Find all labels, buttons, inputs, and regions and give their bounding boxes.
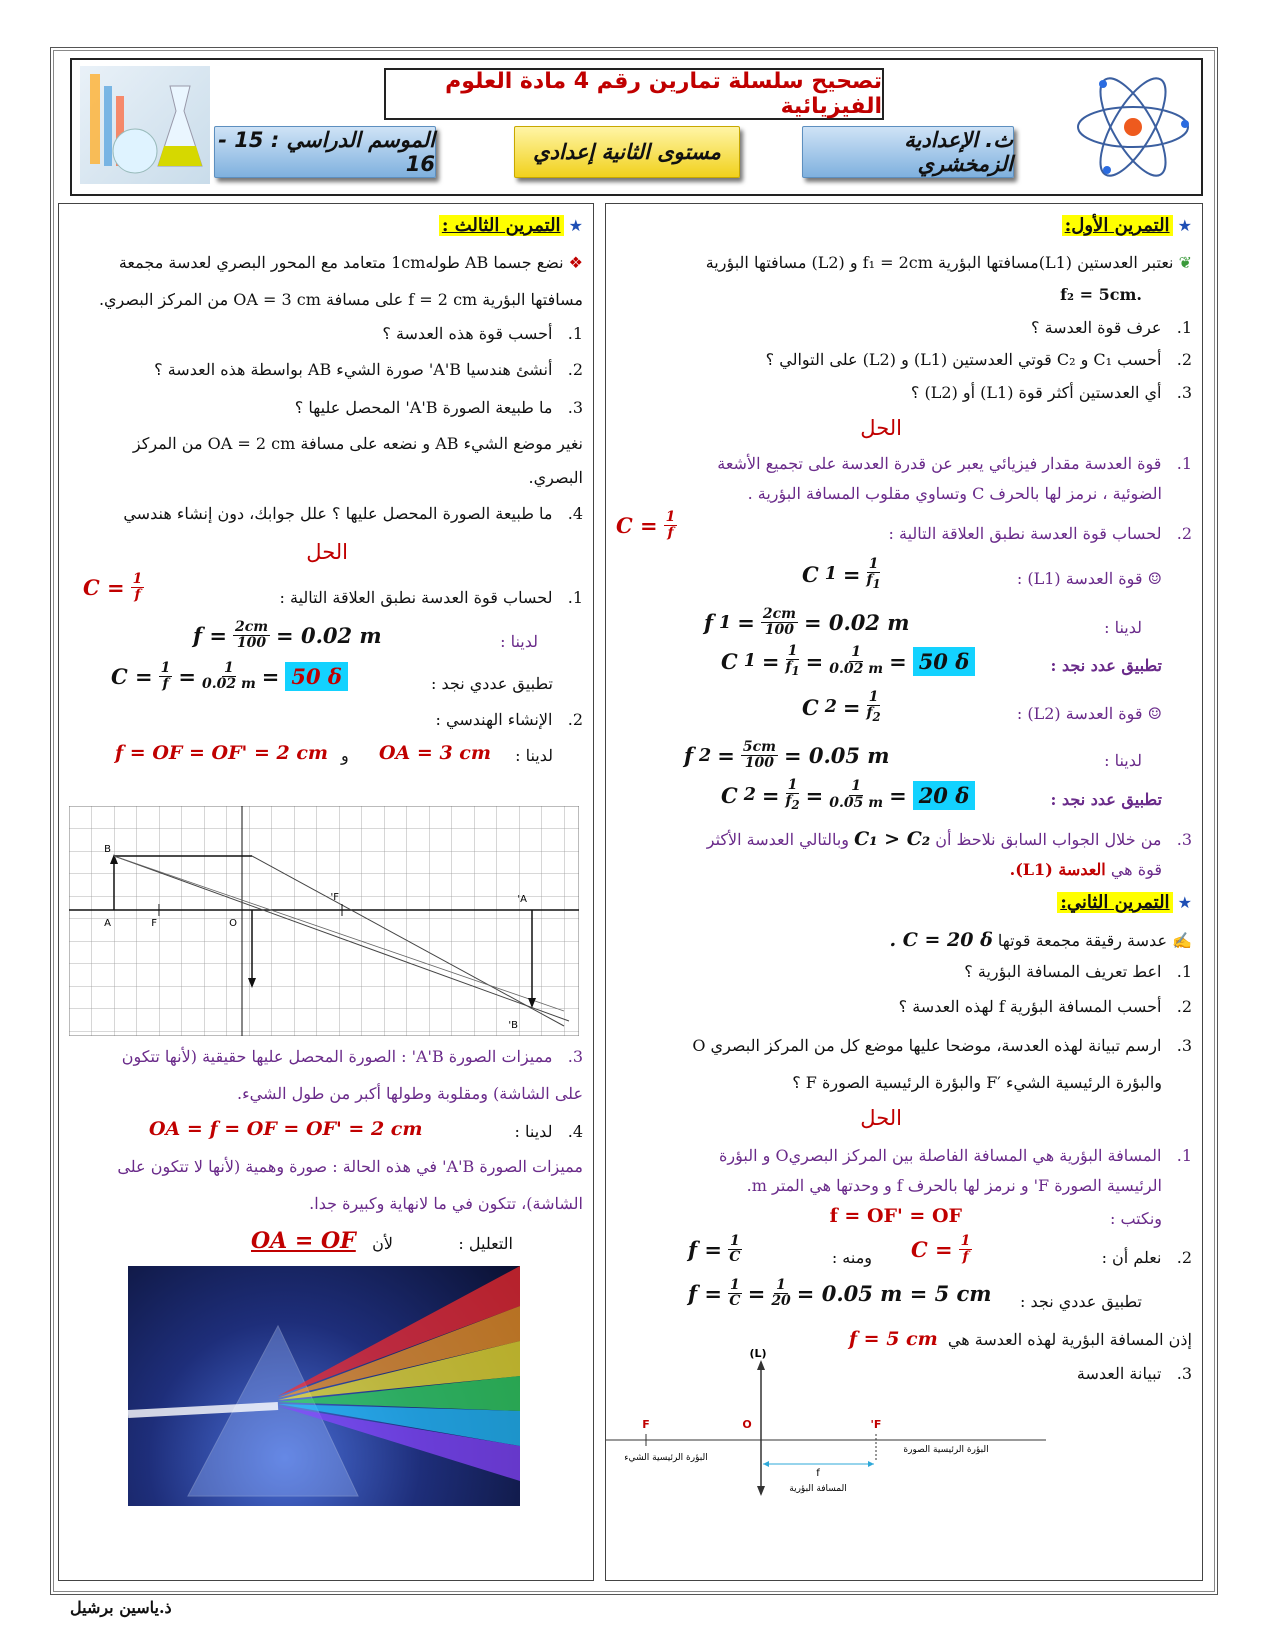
frac-den: $f_2$ bbox=[866, 705, 881, 725]
ex1-intro-a-text: نعتبر العدستين (L1)مسافتها البؤرية f₁ = 2cm و (L2) مسافتها البؤرية bbox=[705, 253, 1174, 272]
graph-label-Fp: F' bbox=[330, 892, 339, 903]
ex1-c2-calc: C 2 = $\frac{1}{f_2}$ = $\frac{1}{0.05 m}$ = 20 δ bbox=[721, 778, 975, 812]
ex2-f-result: = 0.05 m = 5 cm bbox=[796, 1281, 992, 1307]
ex3-a2-given bbox=[515, 746, 553, 765]
num: 3. bbox=[1176, 383, 1192, 402]
diag-label-Fp: F' bbox=[870, 1418, 882, 1431]
ex3-c-calc: C = $\frac{1}{f}$ = $\frac{1}{0.02 m}$ = 50 δ bbox=[111, 661, 348, 693]
frac bbox=[786, 644, 800, 678]
formula-lhs: C = bbox=[616, 513, 658, 539]
num: 2. bbox=[1176, 997, 1192, 1016]
num: 2. bbox=[1176, 524, 1192, 543]
frac-den: C bbox=[729, 1249, 741, 1266]
ex2-a1-b: الرئيسية الصورة F' و نرمز لها بالحرف f و وحدتها هي المتر m. bbox=[746, 1176, 1162, 1195]
ex3-a2-and: و bbox=[341, 746, 349, 765]
ex2-q2-text: أحسب المسافة البؤرية f لهذه العدسة ؟ bbox=[898, 997, 1162, 1016]
ex2-apply: تطبيق عددي نجد : bbox=[1020, 1292, 1142, 1311]
ex3-a2-eq1: OA = 3 cm bbox=[379, 742, 491, 764]
ex3-a4-b: الشاشة)، تتكون في ما لانهاية وكبيرة جدا. bbox=[309, 1194, 583, 1213]
atom-icon bbox=[1073, 66, 1193, 188]
frac bbox=[728, 1278, 742, 1310]
frac bbox=[741, 740, 778, 772]
ex2-f-def: f = $\frac{1}{C}$ bbox=[688, 1233, 741, 1266]
ex1-apply-2: تطبيق عدد نجد : bbox=[1050, 790, 1162, 809]
frac-den: C bbox=[729, 1293, 741, 1310]
frac-den: $f_1$ bbox=[785, 659, 800, 679]
frac-den: 100 bbox=[236, 635, 267, 652]
ex1-q2-text: أحسب C₁ و C₂ قوتي العدستين (L1) و (L2) على التوالي ؟ bbox=[765, 350, 1162, 369]
ex3-q1-text: أحسب قوة هذه العدسة ؟ bbox=[382, 324, 553, 343]
ex3-a2 bbox=[436, 710, 583, 729]
diamond-bullet-icon: ❖ bbox=[568, 253, 583, 272]
ex2-q3-a-text: ارسم تبيانة لهذه العدسة، موضحا عليها موضع كل من المركز البصري O bbox=[692, 1036, 1162, 1055]
ex1-f1-eq: f 1 = $\frac{2cm}{100}$ = 0.02 m bbox=[704, 606, 910, 639]
ex2-know-text: نعلم أن : bbox=[1101, 1248, 1162, 1267]
ex2-conclusion-text: إذن المسافة البؤرية لهذه العدسة هي bbox=[947, 1330, 1192, 1349]
diag-label-f: f bbox=[816, 1468, 820, 1479]
num: 4. bbox=[567, 1122, 583, 1141]
header bbox=[70, 58, 1203, 196]
num: 4. bbox=[567, 504, 583, 523]
ex3-f-eq: f = $\frac{2cm}{100}$ = 0.02 m bbox=[193, 619, 382, 652]
frac-den: 100 bbox=[764, 622, 794, 639]
ex2-q1 bbox=[964, 962, 1192, 981]
ex2-hence: ومنه : bbox=[831, 1248, 872, 1267]
ex2-diagram-heading-text: تبيانة العدسة bbox=[1076, 1364, 1162, 1383]
formula-lhs: C = bbox=[83, 575, 125, 601]
ex2-q2 bbox=[899, 997, 1192, 1016]
ex1-a3-b bbox=[1010, 860, 1162, 879]
diag-label-obj: البؤرة الرئيسية الشيء bbox=[624, 1453, 708, 1463]
frac bbox=[829, 779, 883, 811]
frac-num: 2cm bbox=[234, 619, 269, 635]
ex1-l2-label-text: قوة العدسة (L2) : bbox=[1016, 704, 1143, 723]
num: 3. bbox=[1176, 1364, 1192, 1383]
diag-label-F: F bbox=[642, 1418, 650, 1431]
ex1-f1-result: = 0.02 m bbox=[803, 610, 910, 636]
ex3-a3-b: على الشاشة) ومقلوبة وطولها أكبر من طول الشيء. bbox=[237, 1084, 583, 1103]
frac-den: 0.05 m bbox=[829, 794, 884, 811]
ex3-a4 bbox=[515, 1122, 583, 1141]
ex1-f2-eq: f 2 = $\frac{5cm}{100}$ = 0.05 m bbox=[684, 739, 890, 772]
ex1-given-2: لدينا : bbox=[1104, 751, 1142, 770]
ex2-conclusion-value: f = 5 cm bbox=[848, 1328, 938, 1350]
lens-arrow-top bbox=[757, 1360, 765, 1370]
frac bbox=[786, 778, 800, 812]
grid bbox=[69, 806, 579, 1036]
ex1-solution-heading: الحل bbox=[860, 416, 902, 440]
num: 2. bbox=[567, 360, 583, 379]
ex3-reason-eq: OA = OF bbox=[251, 1228, 356, 1254]
frac-den: 0.02 m bbox=[829, 660, 884, 677]
ex2-write: ونكتب : bbox=[1109, 1209, 1162, 1228]
frac-num: 1 bbox=[868, 556, 879, 572]
formula-frac bbox=[664, 510, 678, 542]
season-badge: الموسم الدراسي : 15 - 16 bbox=[214, 126, 436, 178]
num: 3. bbox=[1176, 830, 1192, 849]
ex1-a3-a bbox=[707, 828, 1192, 850]
num: 2. bbox=[1176, 350, 1192, 369]
ex3-intro-b: مسافتها البؤرية f = 2 cm على مسافة OA = 3 cm من المركز البصري. bbox=[98, 290, 583, 309]
ex3-q-mid-a: نغير موضع الشيء AB و نضعه على مسافة OA = 2 cm من المركز bbox=[132, 434, 583, 453]
ex3-a2-eq2: f = OF = OF' = 2 cm bbox=[115, 742, 329, 764]
frac-den: 100 bbox=[744, 755, 774, 772]
ex3-a3-a-text: مميزات الصورة A'B' : الصورة المحصل عليها حقيقية (لأنها تتكون bbox=[121, 1047, 553, 1066]
ex3-title bbox=[439, 215, 583, 236]
frac-num: 1 bbox=[729, 1277, 740, 1293]
arrow-left bbox=[763, 1461, 769, 1467]
ex1-c1-result: 50 δ bbox=[913, 647, 976, 676]
frac-num: 1 bbox=[729, 1233, 740, 1249]
ex2-title-text: التمرين الثاني: bbox=[1057, 892, 1172, 913]
star-icon: ★ bbox=[568, 216, 583, 235]
construction-graph bbox=[69, 806, 579, 1036]
ex1-apply-1: تطبيق عدد نجد : bbox=[1050, 656, 1162, 675]
frac-num: 1 bbox=[160, 660, 171, 676]
ex1-a3-mid: وبالتالي العدسة الأكثر bbox=[706, 830, 850, 849]
ex3-solution-heading: الحل bbox=[306, 540, 348, 564]
ex2-title bbox=[1057, 892, 1192, 913]
ex2-intro-value: C = 20 δ . bbox=[889, 929, 993, 951]
frac-den: $f_2$ bbox=[785, 793, 800, 813]
ex1-l1-label: ☺ قوة العدسة (L1) : bbox=[1016, 569, 1162, 588]
ex2-intro-text: عدسة رقيقة مجمعة قوتها bbox=[997, 931, 1167, 950]
ex1-q3 bbox=[911, 383, 1192, 402]
star-icon: ★ bbox=[1177, 216, 1192, 235]
ex3-a2-text: الإنشاء الهندسي : bbox=[435, 710, 553, 729]
ex3-q2-text: أنشئ هندسيا A'B' صورة الشيء AB بواسطة هذه العدسة ؟ bbox=[154, 360, 553, 379]
ex1-q1 bbox=[1031, 318, 1192, 337]
ex2-intro bbox=[890, 929, 1192, 951]
ex3-reason: التعليل : bbox=[458, 1234, 513, 1253]
ex1-title-text: التمرين الأول: bbox=[1062, 215, 1173, 236]
ex1-title bbox=[1062, 215, 1192, 236]
num: 2. bbox=[1176, 1248, 1192, 1267]
ex2-a1-a-text: المسافة البؤرية هي المسافة الفاصلة بين المركز البصريO و البؤرة bbox=[719, 1146, 1162, 1165]
ex1-q1-text: عرف قوة العدسة ؟ bbox=[1031, 318, 1162, 337]
diag-label-img: البؤرة الرئيسية الصورة bbox=[903, 1445, 989, 1455]
frac-den: f bbox=[667, 525, 674, 542]
ex3-title-text: التمرين الثالث : bbox=[439, 215, 564, 236]
ex1-a1-b: الضوئية ، نرمز لها بالحرف C وتساوي مقلوب المسافة البؤرية . bbox=[747, 484, 1162, 503]
frac bbox=[233, 620, 270, 652]
ex1-q3-text: أي العدستين أكثر قوة (L1) أو (L2) ؟ bbox=[910, 383, 1162, 402]
ex3-a3-a bbox=[122, 1047, 583, 1066]
frac bbox=[159, 661, 173, 693]
frac bbox=[771, 1278, 790, 1310]
frac-num: 1 bbox=[776, 1277, 786, 1293]
frac-num: 1 bbox=[868, 689, 879, 705]
frac-num: 1 bbox=[224, 660, 234, 676]
ex1-q2 bbox=[766, 350, 1192, 369]
frac-num: 1 bbox=[851, 778, 862, 795]
ex2-solution-heading: الحل bbox=[860, 1106, 902, 1130]
ex1-intro-b: .f₂ = 5cm bbox=[1060, 285, 1142, 304]
star-icon: ★ bbox=[1177, 893, 1192, 912]
ex3-given: لدينا : bbox=[500, 632, 538, 651]
prism-image bbox=[128, 1266, 520, 1506]
frac-den: $f_1$ bbox=[866, 572, 881, 592]
frac-den: 20 bbox=[771, 1293, 791, 1310]
ex3-f-result: = 0.02 m bbox=[276, 623, 382, 649]
graph-label-B: B bbox=[104, 844, 111, 855]
num: 1. bbox=[1176, 1146, 1192, 1165]
frac-den: f bbox=[134, 587, 141, 604]
frac bbox=[761, 607, 798, 639]
frac-num: 5cm bbox=[742, 739, 776, 755]
frac bbox=[131, 572, 145, 604]
left-column bbox=[58, 203, 594, 1581]
frac-num: 1 bbox=[665, 509, 676, 525]
ex3-intro-a bbox=[119, 253, 583, 272]
ex3-q4-text: ما طبيعة الصورة المحصل عليها ؟ علل جوابك، دون إنشاء هندسي bbox=[123, 504, 553, 523]
school-badge: ث. الإعدادية الزمخشري bbox=[802, 126, 1014, 178]
ex1-formula-c bbox=[616, 510, 677, 542]
frac-num: 1 bbox=[132, 571, 143, 587]
num: 1. bbox=[567, 588, 583, 607]
graph-label-F: F bbox=[151, 918, 157, 929]
ex1-a1-a-text: قوة العدسة مقدار فيزيائي يعبر عن قدرة العدسة على تجميع الأشعة bbox=[717, 454, 1162, 473]
ex1-a2 bbox=[889, 524, 1192, 543]
frac-num: 1 bbox=[787, 643, 798, 659]
frac bbox=[829, 645, 883, 677]
lens-diagram bbox=[606, 1344, 1046, 1504]
diag-label-O: O bbox=[742, 1418, 752, 1431]
ex3-a2-given-text: لدينا : bbox=[515, 746, 553, 765]
diag-label-dist: المسافة البؤرية bbox=[789, 1484, 847, 1494]
num: 1. bbox=[1176, 454, 1192, 473]
ex3-apply: تطبيق عددي نجد : bbox=[431, 674, 553, 693]
ex3-because: لأن bbox=[372, 1234, 393, 1253]
frac-num: 1 bbox=[960, 1233, 971, 1249]
ex2-formula-c bbox=[911, 1234, 972, 1266]
ex1-a3-c: العدسة (L1). bbox=[1009, 860, 1106, 879]
ex1-l2-label: ☺ قوة العدسة (L2) : bbox=[1016, 704, 1162, 723]
num: 3. bbox=[567, 398, 583, 417]
graph-label-O: O bbox=[229, 918, 237, 929]
frac-num: 1 bbox=[787, 777, 798, 793]
ex1-c1-def: C 1 = $\frac{1}{f_1}$ bbox=[802, 556, 881, 592]
ex1-a3-a-text: من خلال الجواب السابق نلاحظ أن bbox=[935, 830, 1162, 849]
graph-label-Ap: A' bbox=[517, 894, 527, 905]
ex1-l1-label-text: قوة العدسة (L1) : bbox=[1016, 569, 1143, 588]
arrow-right bbox=[868, 1461, 874, 1467]
num: 1. bbox=[567, 324, 583, 343]
ex3-a4-a: مميزات الصورة A'B' في هذه الحالة : صورة وهمية (لأنها لا تتكون على bbox=[117, 1157, 583, 1176]
author-signature: ذ.ياسين برشيل bbox=[70, 1598, 172, 1617]
ex3-a4-given: لدينا : bbox=[514, 1122, 553, 1141]
num: 3. bbox=[567, 1047, 583, 1066]
lab-glassware-image bbox=[80, 66, 210, 184]
ex3-intro-a-text: نضع جسما AB طوله1cm متعامد مع المحور البصري لعدسة مجمعة bbox=[118, 253, 564, 272]
ex3-q2 bbox=[154, 360, 583, 379]
ex1-inequality: C₁ > C₂ bbox=[854, 828, 931, 850]
ex1-given-1: لدينا : bbox=[1104, 618, 1142, 637]
ex1-a1-a bbox=[717, 454, 1192, 473]
page-title: تصحيح سلسلة تمارين رقم 4 مادة العلوم الفيزيائية bbox=[384, 68, 884, 120]
frac bbox=[959, 1234, 973, 1266]
ex1-intro-a bbox=[706, 253, 1192, 272]
lens-arrow-bottom bbox=[757, 1486, 765, 1496]
num: 1. bbox=[1176, 318, 1192, 337]
level-badge: مستوى الثانية إعدادي bbox=[514, 126, 740, 178]
frac-den: f bbox=[962, 1249, 969, 1266]
bullet-icon: ❦ bbox=[1178, 253, 1192, 272]
frac-num: 2cm bbox=[762, 606, 796, 622]
ex3-q4 bbox=[123, 504, 583, 523]
ex2-f-calc: f = $\frac{1}{C}$ = $\frac{1}{20}$ = 0.05 m = 5 cm bbox=[688, 1277, 992, 1310]
formula-lhs: C = bbox=[911, 1237, 953, 1263]
frac-den: 0.02 m bbox=[201, 676, 256, 693]
graph-label-A: A bbox=[104, 918, 111, 929]
ex2-a1-a bbox=[719, 1146, 1192, 1165]
num: 3. bbox=[1176, 1036, 1192, 1055]
frac-den: f bbox=[162, 676, 169, 693]
frac bbox=[867, 690, 881, 724]
ex3-a4-eq: OA = f = OF = OF' = 2 cm bbox=[149, 1118, 423, 1140]
ex1-a2-text: لحساب قوة العدسة نطبق العلاقة التالية : bbox=[888, 524, 1162, 543]
ex2-q1-text: اعط تعريف المسافة البؤرية ؟ bbox=[964, 962, 1162, 981]
frac-num: 1 bbox=[851, 644, 862, 661]
ex3-q3-text: ما طبيعة الصورة A'B' المحصل عليها ؟ bbox=[294, 398, 553, 417]
ex3-q3 bbox=[295, 398, 583, 417]
ex3-q-mid-b: البصري. bbox=[528, 468, 583, 487]
ex3-formula-c bbox=[83, 572, 144, 604]
ex3-q1 bbox=[382, 324, 583, 343]
ex1-f2-result: = 0.05 m bbox=[783, 743, 890, 769]
ex1-c2-result: 20 δ bbox=[913, 781, 976, 810]
ex3-a1-text: لحساب قوة العدسة نطبق العلاقة التالية : bbox=[279, 588, 553, 607]
ex2-know bbox=[1102, 1248, 1192, 1267]
diag-label-L: (L) bbox=[749, 1347, 767, 1360]
ex3-c-result: 50 δ bbox=[285, 662, 348, 691]
frac bbox=[202, 661, 256, 693]
ex3-a1 bbox=[280, 588, 583, 607]
right-column bbox=[605, 203, 1203, 1581]
graph-label-Bp: B' bbox=[508, 1020, 518, 1031]
ex2-diagram-heading bbox=[1077, 1364, 1192, 1383]
frac bbox=[867, 557, 881, 591]
num: 2. bbox=[567, 710, 583, 729]
ex2-write-eq: f = OF' = OF bbox=[829, 1205, 962, 1227]
ex2-q3-b: والبؤرة الرئيسية الشيء ′F والبؤرة الرئيسية الصورة F ؟ bbox=[792, 1073, 1162, 1092]
frac bbox=[728, 1234, 742, 1266]
ex1-c1-calc: C 1 = $\frac{1}{f_1}$ = $\frac{1}{0.02 m}$ = 50 δ bbox=[721, 644, 975, 678]
num: 1. bbox=[1176, 962, 1192, 981]
ex2-q3-a bbox=[692, 1036, 1192, 1055]
pen-icon: ✍ bbox=[1172, 931, 1192, 950]
ex1-c2-def: C 2 = $\frac{1}{f_2}$ bbox=[802, 689, 881, 725]
ex1-a3-b-text: قوة هي bbox=[1110, 860, 1162, 879]
